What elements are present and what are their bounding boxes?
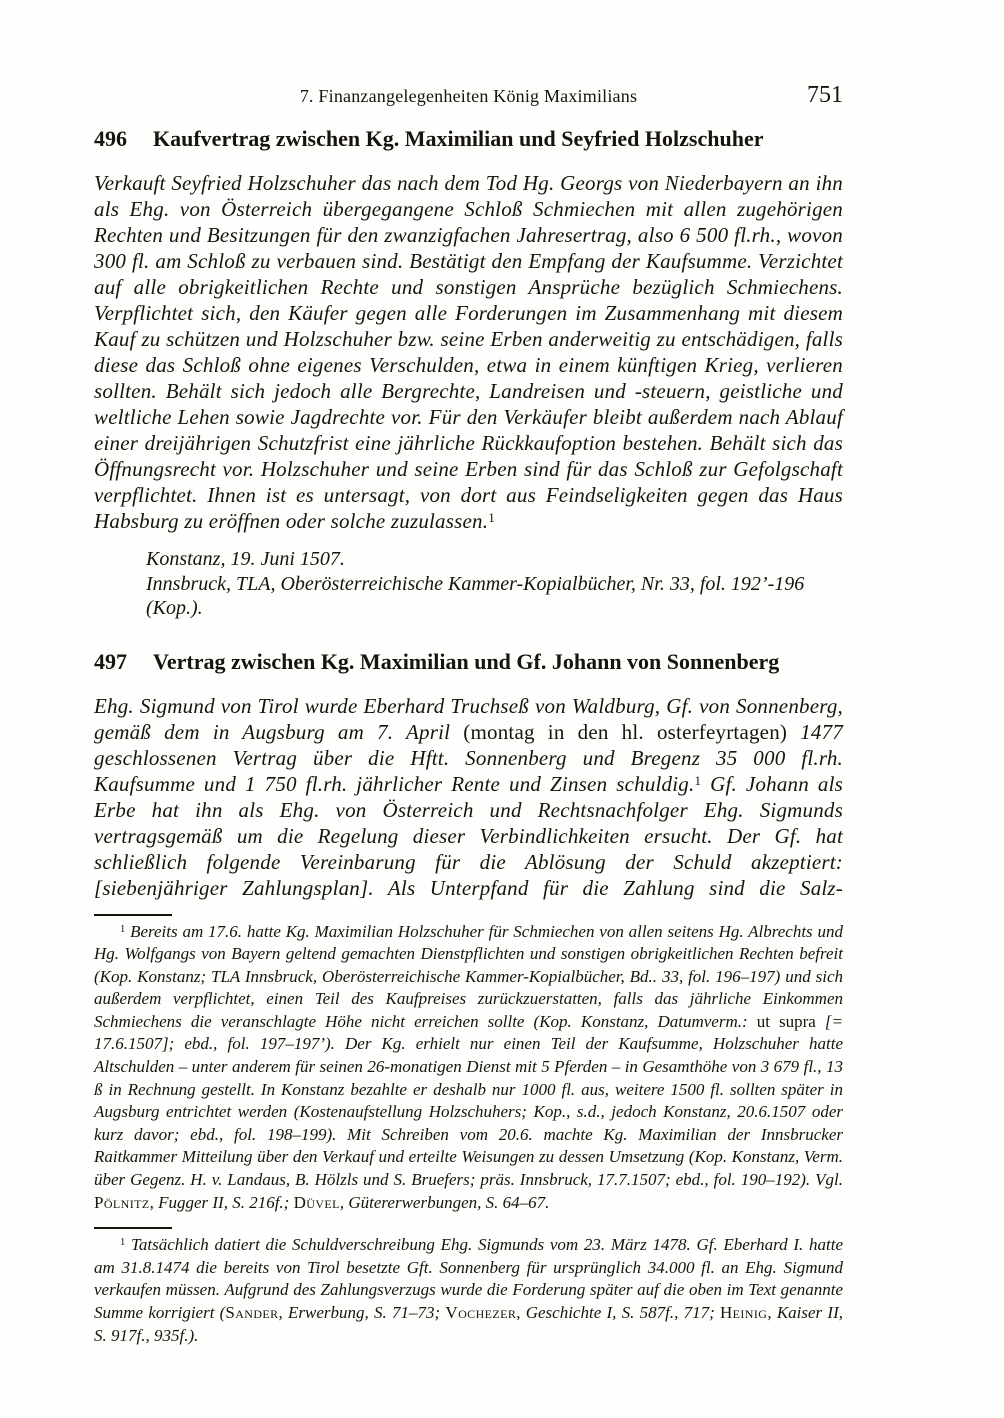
page-number: 751 [807, 82, 843, 108]
entry-497-title: Vertrag zwischen Kg. Maximilian und Gf. Johann von Sonnenberg [153, 648, 780, 674]
entry-497 [94, 649, 843, 901]
footnote-block-497 [94, 1227, 843, 1347]
entry-496-date-line: Konstanz, 19. Juni 1507. [146, 548, 345, 570]
footnote-block-496 [94, 914, 843, 1215]
entry-497-heading [94, 649, 843, 675]
footnote-separator-rule [94, 914, 172, 916]
entry-496-heading [94, 126, 843, 152]
footnote-separator-rule [94, 1227, 172, 1229]
entry-496-archive-line: Innsbruck, TLA, Oberösterreichische Kammer-Kopialbücher, Nr. 33, fol. 192’-196 (Kop.). [146, 572, 805, 619]
entry-497-regest: Ehg. Sigmund von Tirol wurde Eberhard Truchseß von Waldburg, Gf. von Sonnenberg, gemäß dem in Augsburg am 7. April (montag in den hl. osterfeyrtagen) 1477 geschlossenen Vertrag über die Hftt. Sonnenberg und Bregenz 35 000 fl.rh. Kaufsumme und 1 750 fl.rh. jährlicher Rente und Zinsen schuldig.$^1$ Gf. Johann als Erbe hat ihn als Ehg. von Österreich und Rechtsnachfolger Ehg. Sigmunds vertragsgemäß um die Regelung dieser Verbindlichkeiten ersucht. Der Gf. hat schließlich folgende Vereinbarung für die Ablösung der Schuld akzeptiert: [siebenjähriger Zahlungsplan]. Als Unterpfand für die Zahlung sind die Salz- [94, 693, 844, 900]
entry-496-provenance [146, 547, 843, 621]
entry-496 [94, 126, 843, 621]
entry-497-number: 497 [94, 648, 127, 674]
footnote-497-1: $^1$ Tatsächlich datiert die Schuldverschreibung Ehg. Sigmunds vom 23. März 1478. Gf. Eberhard I. hatte am 31.8.1474 die bereits von Tirol besetzte Gft. Sonnenberg für ursprünglich 34.000 fl. an Ehg. Sigmund verkaufen müssen. Aufgrund des Zahlungsverzugs wurde die Forderung später auf die oben im Text genannte Summe korrigiert (Sander, Erwerbung, S. 71–73; Vochezer, Geschichte I, S. 587f., 717; Heinig, Kaiser II, S. 917f., 935f.). [94, 1235, 843, 1345]
footnote-496-1: $^1$ Bereits am 17.6. hatte Kg. Maximilian Holzschuher für Schmiechen von allen seitens Hg. Albrechts und Hg. Wolfgangs von Bayern geltend gemachten Dienstpflichten und sonstigen obrigkeitlichen Rechten befreit (Kop. Konstanz; TLA Innsbruck, Oberösterreichische Kammer-Kopialbücher, Bd.. 33, fol. 196–197) und sich außerdem verpflichtet, einen Teil des Kaufpreises zurückzuerstatten, falls das jährliche Einkommen Schmiechens die veranschlagte Höhe nicht erreichen sollte (Kop. Konstanz, Datumverm.: ut supra [= 17.6.1507]; ebd., fol. 197–197’). Der Kg. erhielt nur einen Teil der Kaufsumme, Holzschuher hatte Altschulden – unter anderem für seinen 26-monatigen Dienst mit 5 Pferden – in Gesamthöhe von 3 679 fl., 13 ß in Rechnung gestellt. In Konstanz bezahlte er deshalb nur 1000 fl. aus, weitere 1500 fl. sollten später in Augsburg entrichtet werden (Kostenaufstellung Holzschuhers; Kop., s.d., jedoch Konstanz, 20.6.1507 oder kurz davor; ebd., fol. 198–199). Mit Schreiben vom 20.6. machte Kg. Maximilian der Innsbrucker Raitkammer Mitteilung über den Verkauf und erteilte Weisungen zu dessen Umsetzung (Kop. Konstanz, Verm. über Gegenz. H. v. Landaus, B. Hölzls und S. Bruefers; präs. Innsbruck, 17.7.1507; ebd., fol. 190–192). Vgl. Pölnitz, Fugger II, S. 216f.; Düvel, Gütererwerbungen, S. 64–67. [94, 921, 843, 1212]
entry-496-regest: Verkauft Seyfried Holzschuher das nach dem Tod Hg. Georgs von Niederbayern an ihn als Ehg. von Österreich übergegangene Schloß Schmiechen mit allen zugehörigen Rechten und Besitzungen für den zwanzigfachen Jahresertrag, also 6 500 fl.rh., wovon 300 fl. am Schloß zu verbauen sind. Bestätigt den Empfang der Kaufsumme. Verzichtet auf alle obrigkeitlichen Rechte und sonstigen Ansprüche bezüglich Schmiechens. Verpflichtet sich, den Käufer gegen alle Forderungen im Zusammenhang mit diesem Kauf zu schützen und Holzschuher bzw. seine Erben anderweitig zu entschädigen, falls diese das Schloß ohne eigenes Verschulden, etwa in einem künftigen Krieg, verlieren sollten. Behält sich jedoch alle Bergrechte, Landreisen und -steuern, geistliche und weltliche Lehen sowie Jagdrechte vor. Für den Verkäufer bleibt außerdem nach Ablauf einer dreijährigen Schutzfrist eine jährliche Rückkaufoption bestehen. Behält sich das Öffnungsrecht vor. Holzschuher und seine Erben sind für das Schloß zur Gefolgschaft verpflichtet. Ihnen ist es untersagt, von dort aus Feindseligkeiten gegen das Haus Habsburg zu eröffnen oder solche zuzulassen.$^1$ [94, 171, 843, 533]
chapter-title: 7. Finanzangelegenheiten König Maximilians [299, 86, 638, 106]
entry-496-number: 496 [94, 126, 127, 151]
footnotes-area [94, 914, 843, 1348]
entry-496-title: Kaufvertrag zwischen Kg. Maximilian und Seyfried Holzschuher [153, 126, 764, 151]
running-header [94, 82, 843, 112]
